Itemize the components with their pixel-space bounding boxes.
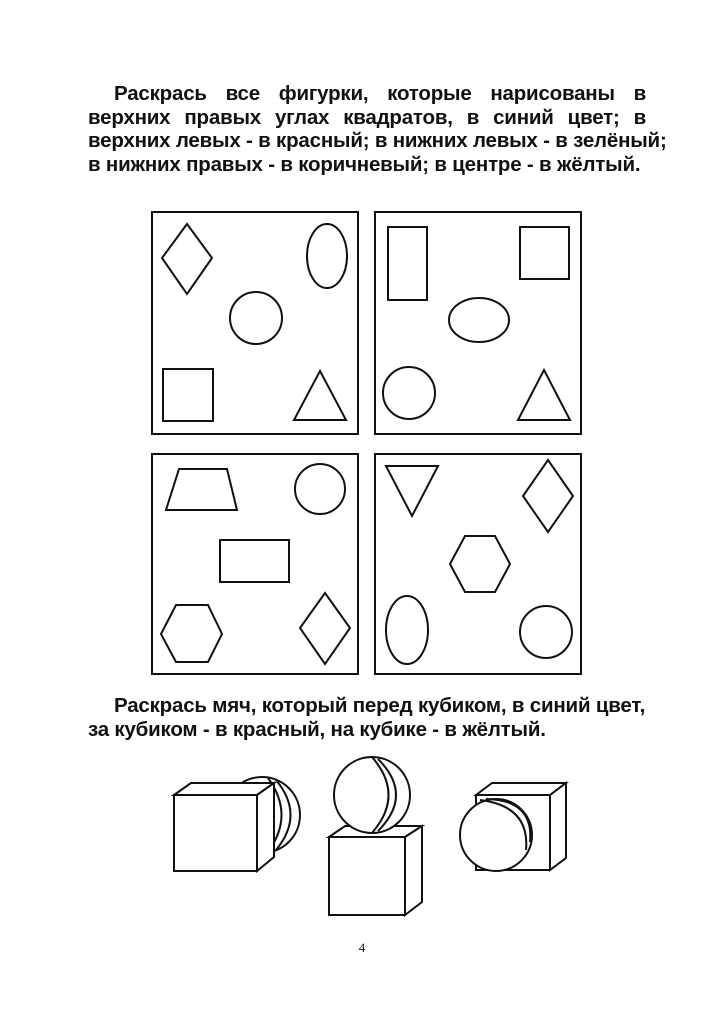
task1-line-3: верхних левых - в красный; в нижних левых - в зелёный;: [88, 129, 667, 152]
circle-shape: [520, 606, 572, 658]
ball-behind-cube: [174, 777, 300, 871]
diamond-shape: [300, 593, 350, 664]
trapezoid-shape: [166, 469, 237, 510]
square-shape: [520, 227, 569, 279]
cube-side-face: [257, 783, 274, 871]
ball-on-cube: [329, 757, 422, 915]
task1-line-4: в нижних правых - в коричневый; в центре - в жёлтый.: [88, 152, 641, 176]
circle-shape: [383, 367, 435, 419]
oval-shape: [307, 224, 347, 288]
cube-front-face: [329, 837, 405, 915]
task1-line-2: верхних правых углах квадратов, в синий цвет; в: [88, 105, 646, 129]
triangle-shape: [294, 371, 346, 420]
task2-instructions: [88, 694, 648, 741]
square-top-right: [375, 212, 581, 434]
diamond-shape: [523, 460, 573, 532]
square-bottom-right: [375, 454, 581, 674]
diamond-shape: [162, 224, 212, 294]
cube-front-face: [174, 795, 257, 871]
page-number: 4: [358, 940, 366, 955]
hexagon-shape: [450, 536, 510, 592]
triangle-shape: [386, 466, 438, 516]
square-bottom-left: [152, 454, 358, 674]
cube-side-face: [550, 783, 566, 870]
rectangle-shape: [220, 540, 289, 582]
circle-shape: [295, 464, 345, 514]
task1-line-1: Раскрась все фигурки, которые нарисованы в: [114, 82, 646, 105]
task2-line-2: за кубиком - в красный, на кубике - в жёлтый.: [88, 717, 546, 741]
rectangle-shape: [388, 227, 427, 300]
square-top-left: [152, 212, 358, 434]
circle-shape: [230, 292, 282, 344]
cube-side-face: [405, 826, 422, 915]
ball-in-front-of-cube: [460, 783, 566, 871]
oval-shape: [449, 298, 509, 342]
hexagon-shape: [161, 605, 222, 662]
task2-line-1: Раскрась мяч, который перед кубиком, в синий цвет,: [114, 694, 646, 717]
ball-shape: [334, 757, 410, 833]
triangle-shape: [518, 370, 570, 420]
oval-shape: [386, 596, 428, 664]
square-shape: [163, 369, 213, 421]
